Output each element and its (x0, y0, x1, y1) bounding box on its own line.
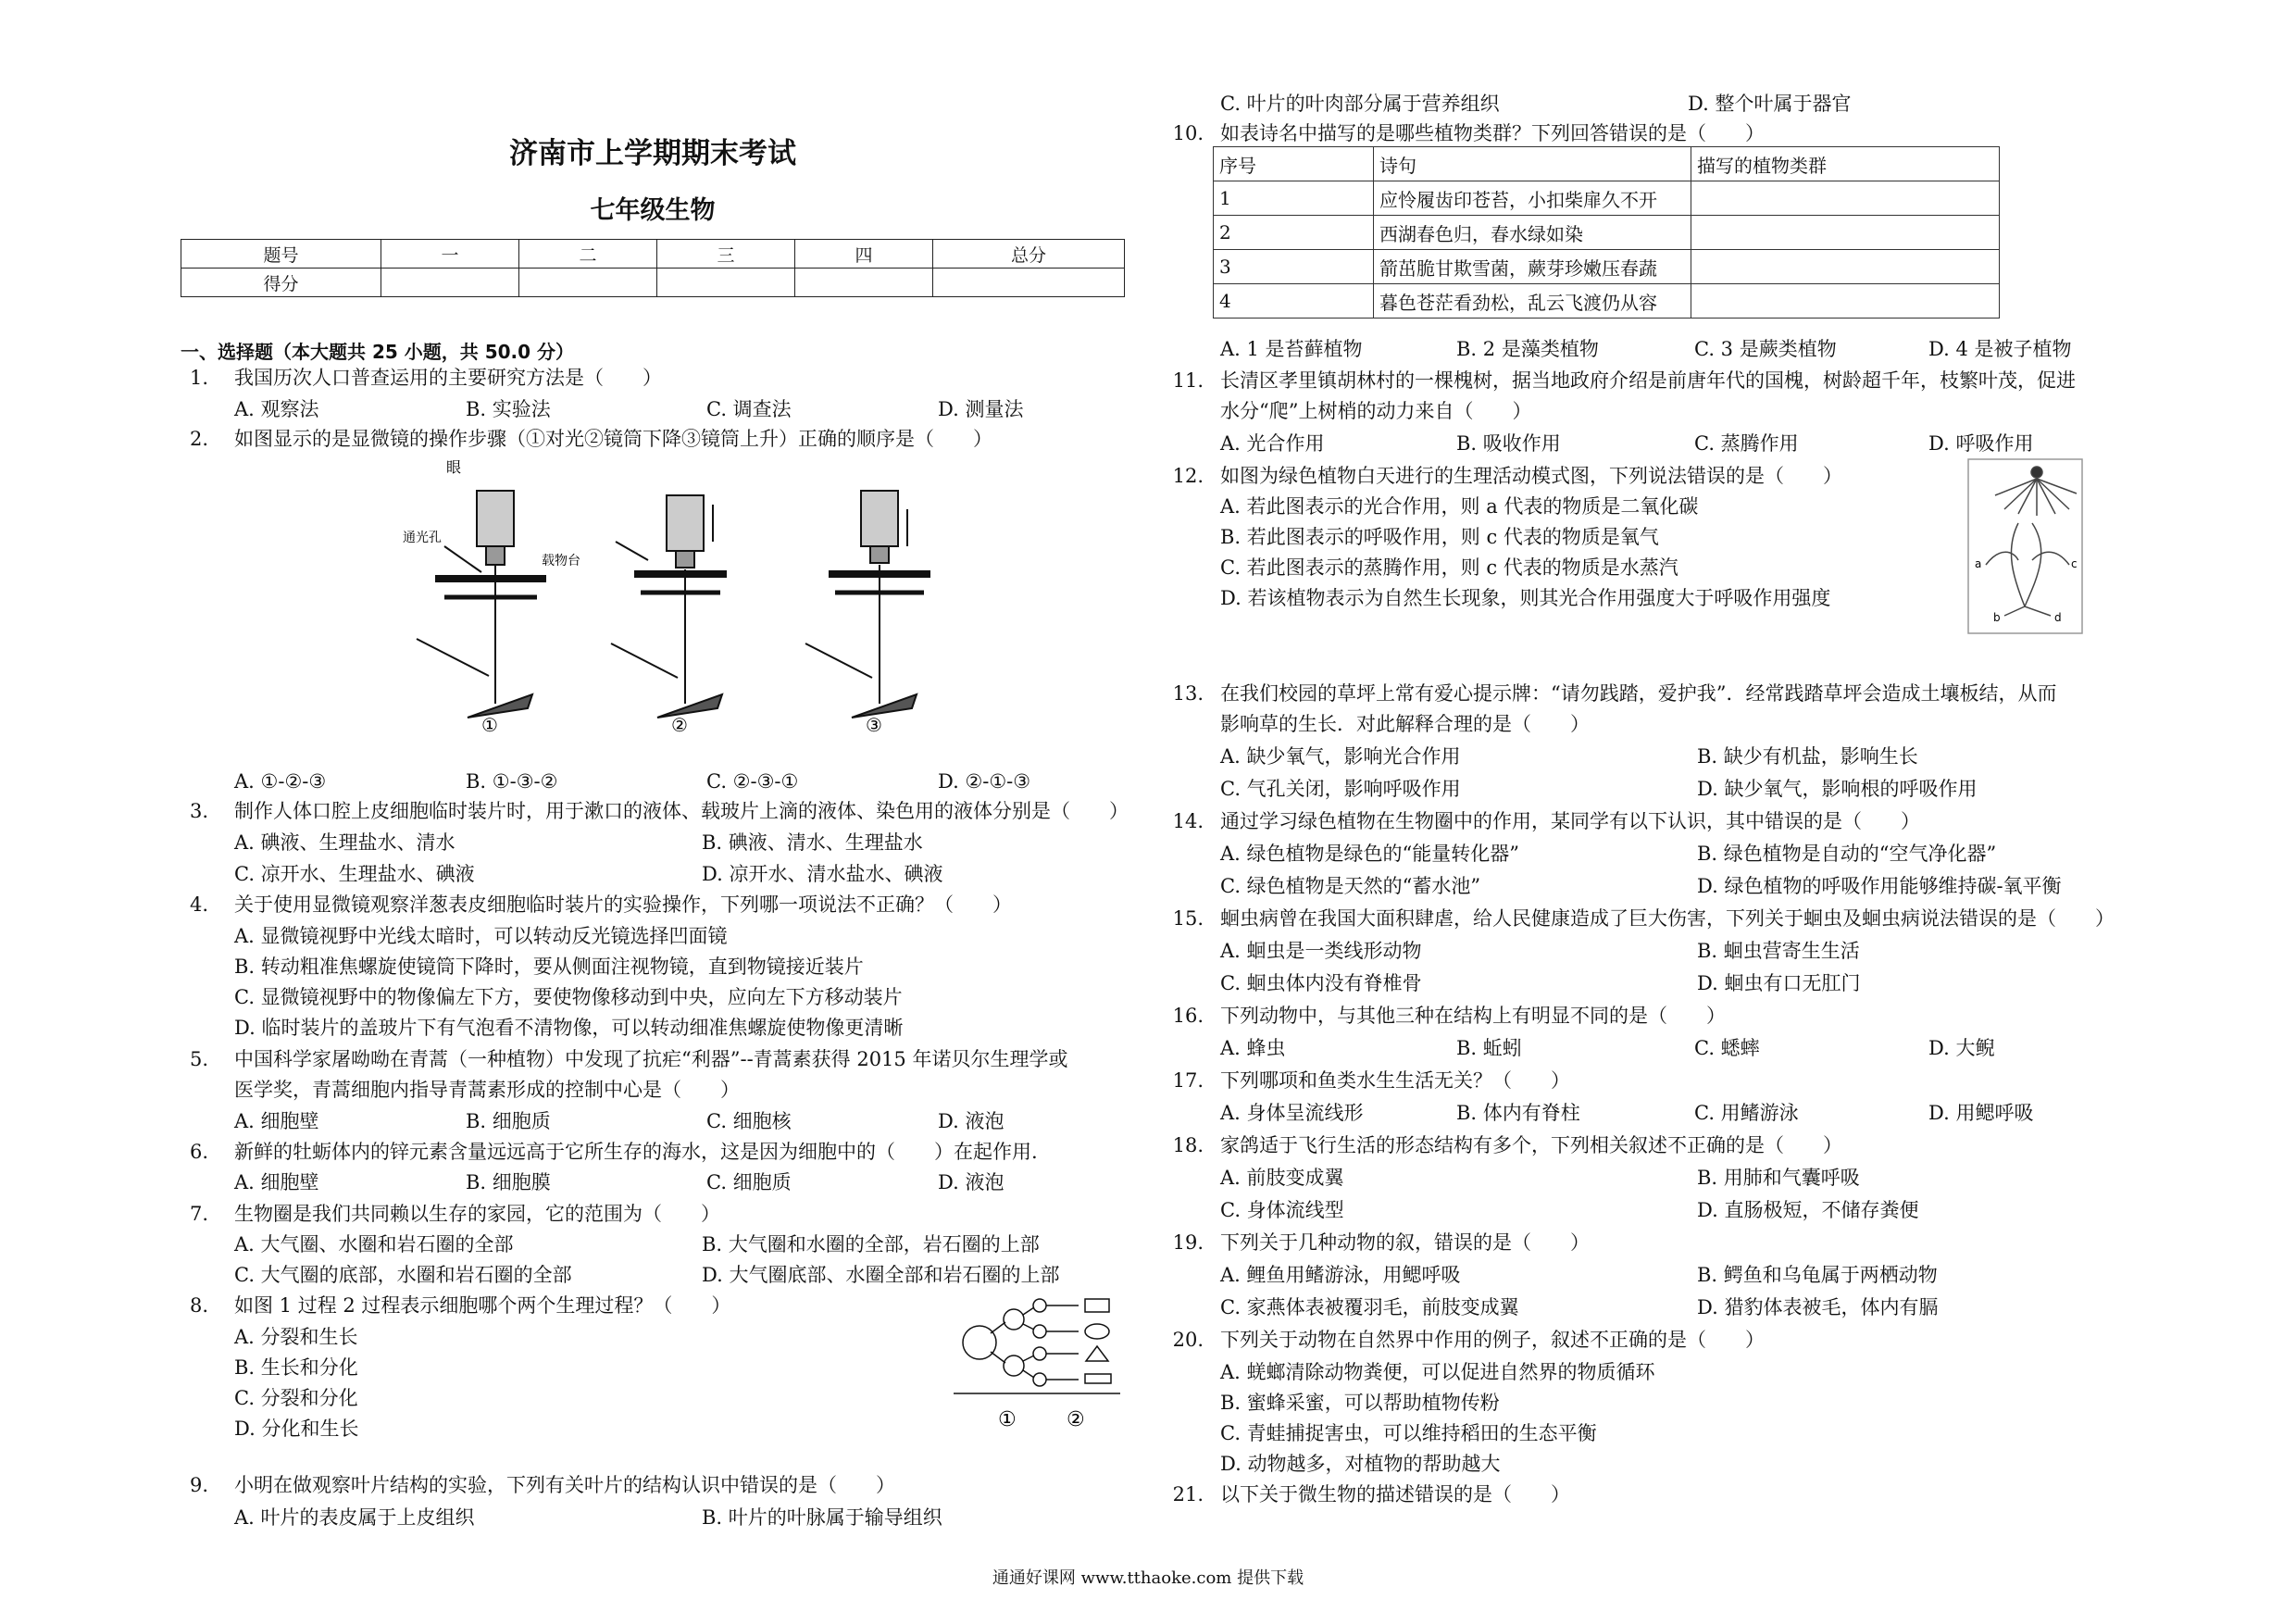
question-number: 9. (189, 1474, 208, 1496)
question-number: 19. (1172, 1231, 1204, 1254)
option-b[interactable]: B. 细胞质 (466, 1110, 551, 1132)
option-b[interactable]: B. 实验法 (466, 398, 551, 420)
poem-cell (1691, 216, 2000, 250)
option-d[interactable]: D. 用鳃呼吸 (1928, 1102, 2034, 1124)
option-d[interactable]: D. 分化和生长 (234, 1418, 359, 1440)
option-b[interactable]: B. 碘液、清水、生理盐水 (702, 831, 923, 854)
question-number: 2. (189, 428, 208, 450)
question-number: 1. (189, 367, 208, 389)
option-a[interactable]: A. 缺少氧气，影响光合作用 (1220, 745, 1461, 768)
score-cell (519, 269, 657, 297)
microscope-step-3 (805, 491, 930, 718)
poem-table (1213, 146, 2000, 319)
stage-label: 载物台 (542, 554, 580, 568)
option-d[interactable]: D. 绿色植物的呼吸作用能够维持碳-氧平衡 (1697, 875, 2062, 897)
poem-cell: 1 (1214, 181, 1374, 216)
poem-cell (1691, 181, 2000, 216)
page-title: 济南市上学期期末考试 (509, 137, 796, 170)
option-b[interactable]: B. 生长和分化 (234, 1356, 358, 1379)
option-d[interactable]: D. ②-①-③ (938, 770, 1031, 793)
option-c[interactable]: C. 气孔关闭，影响呼吸作用 (1220, 778, 1461, 800)
option-d[interactable]: D. 测量法 (938, 398, 1024, 420)
poem-cell (1691, 284, 2000, 319)
option-a[interactable]: A. 绿色植物是绿色的“能量转化器” (1220, 843, 1519, 865)
option-c[interactable]: C. 绿色植物是天然的“蓄水池” (1220, 875, 1481, 897)
poem-cell: 2 (1214, 216, 1374, 250)
option-c[interactable]: C. ②-③-① (706, 770, 799, 793)
option-c[interactable]: C. 3 是蕨类植物 (1694, 338, 1837, 360)
option-d[interactable]: D. 直肠极短，不储存粪便 (1697, 1199, 1919, 1221)
question-number: 7. (189, 1203, 208, 1225)
option-c[interactable]: C. 显微镜视野中的物像偏左下方，要使物像移动到中央，应向左下方移动装片 (234, 986, 903, 1008)
option-d[interactable]: D. 4 是被子植物 (1928, 338, 2072, 360)
question-number: 4. (189, 893, 208, 916)
label-a: a (1975, 557, 1982, 570)
score-cell (933, 269, 1125, 297)
poem-header-cell: 诗句 (1374, 147, 1691, 181)
poem-header-cell: 描写的植物类群 (1691, 147, 2000, 181)
option-a[interactable]: A. 蜣螂清除动物粪便，可以促进自然界的物质循环 (1220, 1361, 1655, 1383)
option-c[interactable]: C. 蛔虫体内没有脊椎骨 (1220, 972, 1422, 994)
option-c[interactable]: C. 蟋蟀 (1694, 1037, 1760, 1059)
question-text: 如图为绿色植物白天进行的生理活动模式图，下列说法错误的是（ ） (1220, 465, 1842, 487)
question-text: 家鸽适于飞行生活的形态结构有多个，下列相关叙述不正确的是（ ） (1220, 1134, 1842, 1156)
question-text: 制作人体口腔上皮细胞临时装片时，用于漱口的液体、载玻片上滴的液体、染色用的液体分别是（ ） (234, 800, 1129, 822)
option-b[interactable]: B. 转动粗准焦螺旋使镜筒下降时，要从侧面注视物镜，直到物镜接近装片 (234, 956, 864, 978)
option-d[interactable]: D. 液泡 (938, 1110, 1004, 1132)
score-cell (657, 269, 795, 297)
option-d[interactable]: D. 液泡 (938, 1171, 1004, 1193)
poem-cell: 暮色苍茫看劲松，乱云飞渡仍从容 (1374, 284, 1691, 319)
option-d[interactable]: D. 猎豹体表被毛，体内有膈 (1697, 1296, 1939, 1318)
option-b[interactable]: B. 用肺和气囊呼吸 (1697, 1167, 1860, 1189)
option-b[interactable]: B. 2 是藻类植物 (1456, 338, 1599, 360)
poem-table-row (1214, 181, 2000, 216)
question-text: 下列关于动物在自然界中作用的例子，叙述不正确的是（ ） (1220, 1329, 1765, 1351)
label-d: d (2054, 611, 2062, 624)
question-text: 生物圈是我们共同赖以生存的家园，它的范围为（ ） (234, 1203, 720, 1225)
question-number: 21. (1172, 1483, 1204, 1505)
microscope-step-2 (611, 495, 727, 718)
score-table (181, 239, 1125, 297)
score-row-label: 得分 (181, 269, 381, 297)
aperture-label: 通光孔 (403, 531, 442, 545)
question-number: 3. (189, 800, 208, 822)
option-d[interactable]: D. 临时装片的盖玻片下有气泡看不清物像，可以转动细准焦螺旋使物像更清晰 (234, 1017, 904, 1039)
question-number: 15. (1172, 907, 1204, 930)
option-c[interactable]: C. 大气圈的底部，水圈和岩石圈的全部 (234, 1264, 572, 1286)
question-text: 在我们校园的草坪上常有爱心提示牌：“请勿践踏，爱护我”．经常践踏草坪会造成土壤板结，从而 (1220, 682, 2057, 705)
option-b[interactable]: B. 大气圈和水圈的全部，岩石圈的上部 (702, 1233, 1040, 1255)
poem-cell (1691, 250, 2000, 284)
question-text: 小明在做观察叶片结构的实验，下列有关叶片的结构认识中错误的是（ ） (234, 1474, 895, 1496)
option-d[interactable]: D. 大气圈底部、水圈全部和岩石圈的上部 (702, 1264, 1060, 1286)
option-b[interactable]: B. 吸收作用 (1456, 432, 1561, 455)
question-text: 下列关于几种动物的叙，错误的是（ ） (1220, 1231, 1590, 1254)
option-c[interactable]: C. 蒸腾作用 (1694, 432, 1799, 455)
option-b[interactable]: B. 蛔虫营寄生生活 (1697, 940, 1860, 962)
option-c[interactable]: C. 细胞核 (706, 1110, 792, 1132)
question-text: 通过学习绿色植物在生物圈中的作用，某同学有以下认识，其中错误的是（ ） (1220, 810, 1920, 832)
process-label-1: ① (998, 1408, 1017, 1431)
option-b[interactable]: B. 蚯蚓 (1456, 1037, 1522, 1059)
option-d[interactable]: D. 缺少氧气，影响根的呼吸作用 (1697, 778, 1978, 800)
question-text-continued: 医学奖，青蒿细胞内指导青蒿素形成的控制中心是（ ） (234, 1079, 740, 1101)
option-a[interactable]: A. 碘液、生理盐水、清水 (234, 831, 455, 854)
option-a[interactable]: A. 身体呈流线形 (1220, 1102, 1364, 1124)
question-text: 如图显示的是显微镜的操作步骤（①对光②镜筒下降③镜筒上升）正确的顺序是（ ） (234, 428, 992, 450)
option-c[interactable]: C. 细胞质 (706, 1171, 792, 1193)
option-d[interactable]: D. 整个叶属于器官 (1688, 93, 1852, 115)
poem-table-row (1214, 216, 2000, 250)
step-label-3: ③ (866, 714, 882, 736)
question-text: 下列哪项和鱼类水生生活无关？（ ） (1220, 1069, 1570, 1092)
score-header-cell: 三 (657, 240, 795, 269)
poem-table-header (1214, 147, 2000, 181)
step-label-2: ② (671, 714, 688, 736)
question-text-continued: 水分“爬”上树梢的动力来自（ ） (1220, 400, 1532, 422)
option-a[interactable]: A. 细胞壁 (234, 1171, 319, 1193)
option-a[interactable]: A. 1 是苔藓植物 (1220, 338, 1363, 360)
plant-activity-figure (1967, 458, 2083, 634)
poem-cell: 4 (1214, 284, 1374, 319)
option-a[interactable]: A. 蛔虫是一类线形动物 (1220, 940, 1422, 962)
question-text: 关于使用显微镜观察洋葱表皮细胞临时装片的实验操作，下列哪一项说法不正确？（ ） (234, 893, 1012, 916)
option-c[interactable]: C. 家燕体表被覆羽毛，前肢变成翼 (1220, 1296, 1519, 1318)
option-d[interactable]: D. 大鲵 (1928, 1037, 1995, 1059)
option-c[interactable]: C. 叶片的叶肉部分属于营养组织 (1220, 93, 1500, 115)
option-c[interactable]: C. 用鳍游泳 (1694, 1102, 1799, 1124)
option-a[interactable]: A. 叶片的表皮属于上皮组织 (234, 1506, 475, 1529)
section-heading: 一、选择题（本大题共 25 小题，共 50.0 分） (181, 341, 575, 363)
question-text: 新鲜的牡蛎体内的锌元素含量远远高于它所生存的海水，这是因为细胞中的（ ）在起作用. (234, 1141, 1038, 1163)
question-number: 13. (1172, 682, 1204, 705)
page-footer: 通通好课网 www.tthaoke.com 提供下载 (992, 1568, 1304, 1588)
poem-table-row (1214, 284, 2000, 319)
option-a[interactable]: A. 前肢变成翼 (1220, 1167, 1344, 1189)
score-header-cell: 四 (795, 240, 933, 269)
question-number: 16. (1172, 1005, 1204, 1027)
option-d[interactable]: D. 若该植物表示为自然生长现象，则其光合作用强度大于呼吸作用强度 (1220, 587, 1831, 609)
score-header-cell: 一 (381, 240, 519, 269)
question-number: 14. (1172, 810, 1204, 832)
poem-cell: 西湖春色归，春水绿如染 (1374, 216, 1691, 250)
option-b[interactable]: B. 缺少有机盐，影响生长 (1697, 745, 1918, 768)
eye-label: 眼 (446, 458, 462, 476)
option-b[interactable]: B. 若此图表示的呼吸作用，则 c 代表的物质是氧气 (1220, 526, 1659, 548)
option-b[interactable]: B. 鳄鱼和乌龟属于两栖动物 (1697, 1264, 1938, 1286)
label-c: c (2071, 557, 2078, 570)
option-b[interactable]: B. ①-③-② (466, 770, 558, 793)
question-text: 蛔虫病曾在我国大面积肆虐，给人民健康造成了巨大伤害，下列关于蛔虫及蛔虫病说法错误的是（ ） (1220, 907, 2115, 930)
question-number: 6. (189, 1141, 208, 1163)
question-number: 5. (189, 1048, 208, 1070)
option-b[interactable]: B. 绿色植物是自动的“空气净化器” (1697, 843, 1997, 865)
question-text: 如表诗名中描写的是哪些植物类群？下列回答错误的是（ ） (1220, 122, 1765, 144)
question-number: 17. (1172, 1069, 1204, 1092)
option-a[interactable]: A. 观察法 (234, 398, 319, 420)
question-number: 10. (1172, 122, 1204, 144)
option-d[interactable]: D. 呼吸作用 (1928, 432, 2034, 455)
process-label-2: ② (1067, 1408, 1085, 1431)
option-b[interactable]: B. 细胞膜 (466, 1171, 551, 1193)
question-number: 8. (189, 1294, 208, 1317)
cell-process-figure (954, 1296, 1139, 1435)
option-a[interactable]: A. 大气圈、水圈和岩石圈的全部 (234, 1233, 514, 1255)
score-header-cell: 题号 (181, 240, 381, 269)
label-b: b (1993, 611, 2001, 624)
option-a[interactable]: A. 若此图表示的光合作用，则 a 代表的物质是二氧化碳 (1220, 495, 1699, 518)
option-a[interactable]: A. 分裂和生长 (234, 1326, 358, 1348)
question-text: 下列动物中，与其他三种在结构上有明显不同的是（ ） (1220, 1005, 1726, 1027)
question-number: 12. (1172, 465, 1204, 487)
question-number: 20. (1172, 1329, 1204, 1351)
option-a[interactable]: A. 光合作用 (1220, 432, 1325, 455)
option-d[interactable]: D. 动物越多，对植物的帮助越大 (1220, 1453, 1501, 1475)
question-text: 我国历次人口普查运用的主要研究方法是（ ） (234, 367, 662, 389)
microscope-step-1 (417, 491, 546, 718)
step-label-1: ① (481, 714, 498, 736)
score-header-cell: 总分 (933, 240, 1125, 269)
poem-cell: 3 (1214, 250, 1374, 284)
poem-header-cell: 序号 (1214, 147, 1374, 181)
question-text: 中国科学家屠呦呦在青蒿（一种植物）中发现了抗疟“利器”--青蒿素获得 2015 年诺贝尔生理学或 (234, 1048, 1068, 1070)
option-c[interactable]: C. 若此图表示的蒸腾作用，则 c 代表的物质是水蒸汽 (1220, 556, 1678, 579)
score-table-row (181, 269, 1125, 297)
option-d[interactable]: D. 凉开水、清水盐水、碘液 (702, 863, 943, 885)
option-c[interactable]: C. 分裂和分化 (234, 1387, 358, 1409)
option-a[interactable]: A. ①-②-③ (234, 770, 327, 793)
option-a[interactable]: A. 蜂虫 (1220, 1037, 1286, 1059)
question-text: 以下关于微生物的描述错误的是（ ） (1220, 1483, 1570, 1505)
question-text: 如图 1 过程 2 过程表示细胞哪个两个生理过程？（ ） (234, 1294, 731, 1317)
option-c[interactable]: C. 青蛙捕捉害虫，可以维持稻田的生态平衡 (1220, 1422, 1597, 1444)
option-c[interactable]: C. 凉开水、生理盐水、碘液 (234, 863, 475, 885)
question-text-continued: 影响草的生长．对此解释合理的是（ ） (1220, 713, 1590, 735)
question-number: 11. (1172, 369, 1204, 392)
option-a[interactable]: A. 细胞壁 (234, 1110, 319, 1132)
score-table-header-row (181, 240, 1125, 269)
option-d[interactable]: D. 蛔虫有口无肛门 (1697, 972, 1861, 994)
page-subtitle: 七年级生物 (590, 196, 716, 225)
option-b[interactable]: B. 蜜蜂采蜜，可以帮助植物传粉 (1220, 1392, 1500, 1414)
score-cell (795, 269, 933, 297)
poem-cell: 应怜履齿印苍苔，小扣柴扉久不开 (1374, 181, 1691, 216)
option-c[interactable]: C. 身体流线型 (1220, 1199, 1344, 1221)
option-b[interactable]: B. 叶片的叶脉属于输导组织 (702, 1506, 942, 1529)
poem-cell: 箭茁脆甘欺雪菌，蕨芽珍嫩压春蔬 (1374, 250, 1691, 284)
microscope-figure (389, 454, 981, 741)
option-c[interactable]: C. 调查法 (706, 398, 792, 420)
poem-table-row (1214, 250, 2000, 284)
score-header-cell: 二 (519, 240, 657, 269)
question-number: 18. (1172, 1134, 1204, 1156)
option-b[interactable]: B. 体内有脊柱 (1456, 1102, 1580, 1124)
question-text: 长清区孝里镇胡林村的一棵槐树，据当地政府介绍是前唐年代的国槐，树龄超千年，枝繁叶茂，促进 (1220, 369, 2076, 392)
score-cell (381, 269, 519, 297)
option-a[interactable]: A. 显微镜视野中光线太暗时，可以转动反光镜选择凹面镜 (234, 925, 728, 947)
option-a[interactable]: A. 鲤鱼用鳍游泳，用鳃呼吸 (1220, 1264, 1461, 1286)
